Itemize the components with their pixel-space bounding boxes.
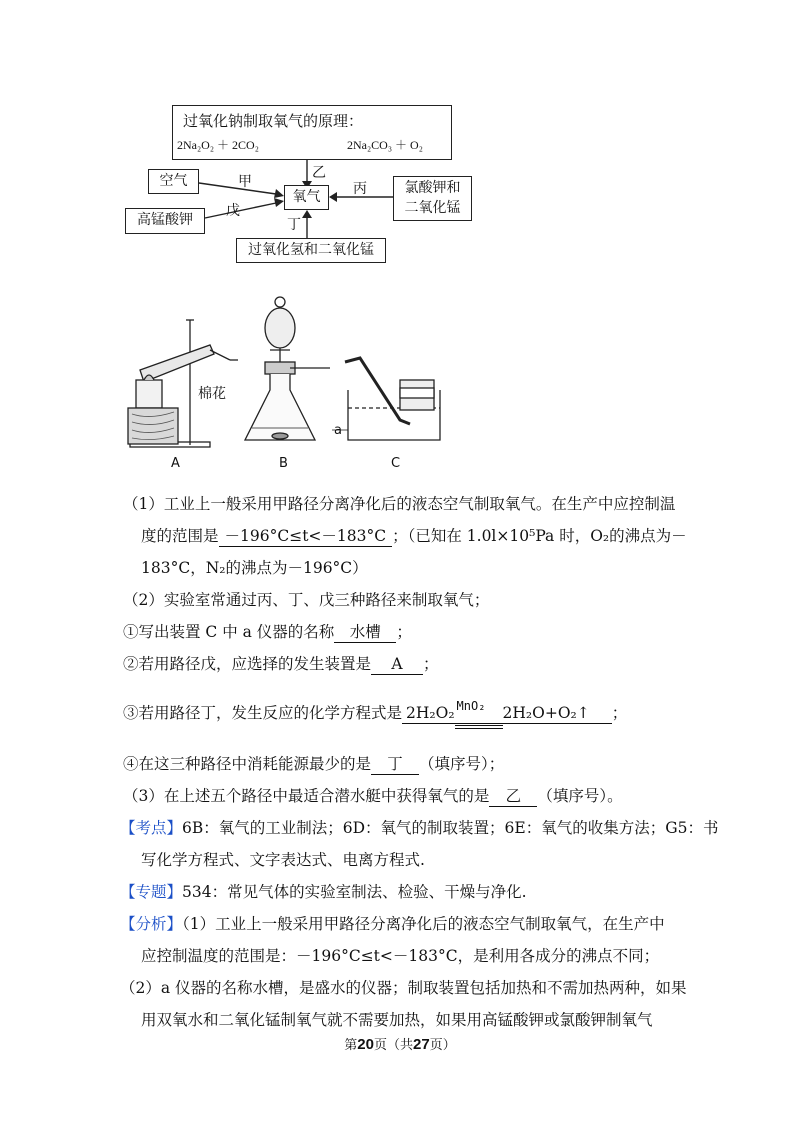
path-jia-label: 甲	[238, 174, 252, 190]
q2-step1	[123, 622, 412, 643]
q2-step2-end: ；	[423, 655, 439, 673]
kaodian-tag: 【考点】	[120, 819, 183, 837]
page-number: 20	[357, 1036, 374, 1053]
kaodian-line2: 写化学方程式、文字表达式、电离方程式.	[141, 851, 425, 869]
q2-step4-end: （填序号）；	[419, 755, 505, 773]
q1-line1: （1）工业上一般采用甲路径分离净化后的液态空气制取氧气。在生产中应控制温	[123, 495, 676, 513]
footer-suffix: 页）	[429, 1038, 456, 1053]
zhuanti-tag: 【专题】	[120, 883, 183, 901]
q2-step2-answer: A	[371, 654, 423, 675]
kmno4-box: 高锰酸钾	[125, 208, 205, 234]
q2-intro: （2）实验室常通过丙、丁、戊三种路径来制取氧气；	[123, 591, 490, 609]
principle-title: 过氧化钠制取氧气的原理：	[183, 112, 364, 130]
q2-step1-text: ①写出装置 C 中 a 仪器的名称	[123, 623, 335, 641]
apparatus-c	[332, 358, 440, 440]
instrument-a-label: a	[334, 423, 342, 438]
q3-line	[123, 786, 623, 807]
q2-step4	[123, 754, 504, 775]
q2-step3-answer	[402, 699, 612, 724]
principle-box	[172, 105, 452, 160]
fenxi-tag: 【分析】	[120, 915, 183, 933]
fenxi-line4: 用双氧水和二氧化锰制氧气就不需要加热，如果用高锰酸钾或氯酸钾制氧气	[141, 1011, 653, 1029]
page-total: 27	[413, 1036, 430, 1053]
q2-step4-answer: 丁	[371, 754, 419, 775]
zhuanti-line	[120, 882, 527, 902]
oxygen-box: 氧气	[284, 185, 329, 210]
caption-c: C	[391, 456, 401, 471]
q2-step2-text: ②若用路径戊，应选择的发生装置是	[123, 655, 372, 673]
equation-left: 2Na₂O₂ ＋ 2CO₂	[177, 138, 259, 152]
apparatus-b	[245, 297, 330, 440]
q2-step1-answer: 水槽	[334, 622, 396, 643]
q2-step4-text: ④在这三种路径中消耗能源最少的是	[123, 755, 372, 773]
path-wu-label: 戊	[226, 203, 240, 219]
h2o2-box: 过氧化氢和二氧化锰	[236, 238, 386, 263]
q2-step1-end: ；	[396, 623, 412, 641]
fenxi-line3: （2）a 仪器的名称水槽，是盛水的仪器；制取装置包括加热和不需加热两种，如果	[120, 979, 687, 997]
apparatus-drawings	[120, 290, 460, 455]
footer-prefix: 第	[344, 1038, 358, 1053]
kaodian-line1	[120, 818, 718, 838]
path-yi-label: 乙	[312, 165, 326, 181]
kclo3-line1: 氯酸钾和	[404, 180, 461, 196]
q1-line2	[141, 526, 687, 547]
q2-step2	[123, 654, 439, 675]
equation-reactant: 2H₂O₂	[406, 704, 455, 722]
kclo3-box	[393, 176, 472, 221]
catalyst-label: MnO₂	[456, 699, 486, 713]
kaodian-text1: 6B：氧气的工业制法；6D：氧气的制取装置；6E：氧气的收集方法；G5：书	[182, 819, 719, 837]
path-bing-label: 丙	[353, 181, 367, 197]
q3-answer: 乙	[489, 786, 537, 807]
fenxi-line2: 应控制温度的范围是：－196°C≤t<－183°C，是利用各成分的沸点不同；	[141, 947, 660, 965]
path-ding-label: 丁	[287, 217, 301, 233]
caption-a: A	[171, 456, 180, 471]
q2-step3	[123, 699, 628, 724]
equation-right: 2Na₂CO₃ ＋ O₂	[347, 138, 423, 152]
footer-mid: 页（共	[373, 1038, 413, 1053]
kclo3-line2: 二氧化锰	[404, 200, 461, 216]
q3-text: （3）在上述五个路径中最适合潜水艇中获得氧气的是	[123, 787, 490, 805]
cotton-label: 棉花	[198, 386, 226, 402]
q1-text-b: ；（已知在 1.0l×10⁵Pa 时，O₂的沸点为－	[392, 527, 687, 545]
q2-step3-end: ；	[611, 704, 628, 722]
fenxi-line1	[120, 914, 665, 934]
zhuanti-text: 534：常见气体的实验室制法、检验、干燥与净化.	[182, 883, 527, 901]
air-box: 空气	[148, 169, 199, 194]
q1-text-a: 度的范围是	[141, 527, 219, 545]
q2-step3-text: ③若用路径丁，发生反应的化学方程式是	[123, 704, 403, 722]
fenxi-text1: （1）工业上一般采用甲路径分离净化后的液态空气制取氧气，在生产中	[182, 915, 665, 933]
q1-answer: －196°C≤t<－183°C	[219, 526, 393, 547]
equation-product: 2H₂O+O₂↑	[502, 704, 590, 722]
caption-b: B	[279, 456, 288, 471]
page-footer	[0, 1034, 800, 1053]
q1-line3: 183°C，N₂的沸点为－196°C）	[141, 559, 368, 577]
q3-end: （填序号）。	[537, 787, 623, 805]
